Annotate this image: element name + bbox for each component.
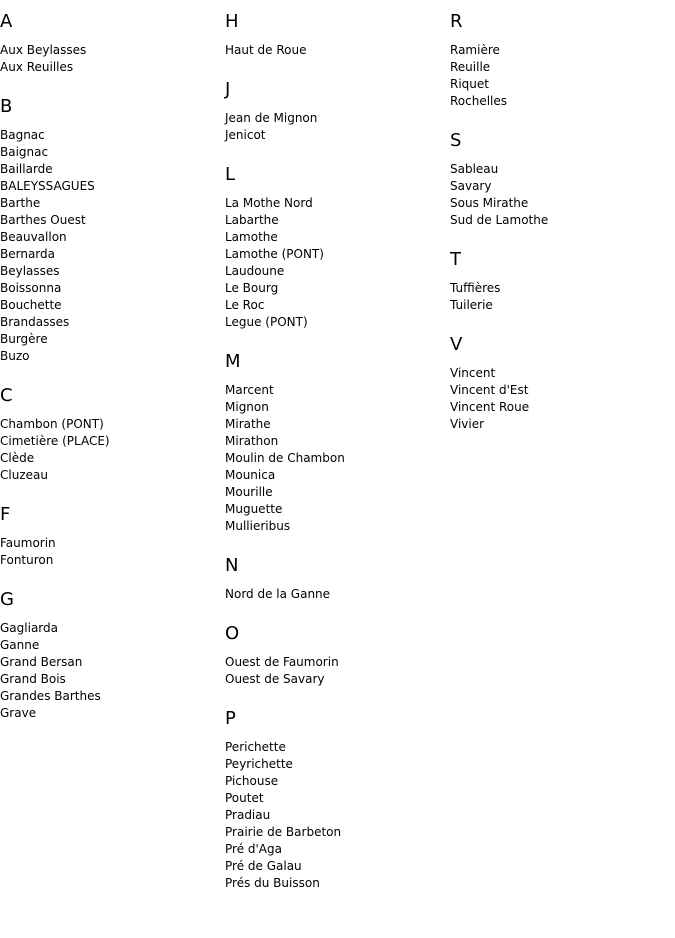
place-link[interactable]: Buzo	[0, 349, 30, 363]
letter-group	[450, 130, 675, 229]
place-link[interactable]: Mignon	[225, 400, 269, 414]
letter-group	[0, 504, 225, 569]
place-link[interactable]: Labarthe	[225, 213, 279, 227]
place-list	[0, 127, 225, 365]
place-link[interactable]: Cimetière (PLACE)	[0, 434, 110, 448]
index-column-1	[0, 0, 225, 722]
letter-group	[225, 708, 450, 892]
place-link[interactable]: Vincent d'Est	[450, 383, 529, 397]
place-list	[225, 586, 450, 603]
letter-heading: H	[225, 11, 239, 32]
place-link[interactable]: La Mothe Nord	[225, 196, 313, 210]
letter-heading: T	[450, 249, 461, 270]
place-link[interactable]: Vincent	[450, 366, 496, 380]
letter-heading: S	[450, 130, 462, 151]
place-link[interactable]: Legue (PONT)	[225, 315, 308, 329]
place-link[interactable]: Lamothe (PONT)	[225, 247, 324, 261]
place-link[interactable]: Reuille	[450, 60, 491, 74]
place-link[interactable]: Tuilerie	[450, 298, 493, 312]
place-link[interactable]: Barthe	[0, 196, 41, 210]
place-link[interactable]: Grand Bois	[0, 672, 66, 686]
place-link[interactable]: Baignac	[0, 145, 49, 159]
letter-heading: M	[225, 351, 241, 372]
place-list	[0, 42, 225, 76]
letter-heading: C	[0, 385, 13, 406]
letter-group	[225, 11, 450, 59]
letter-group	[0, 96, 225, 365]
place-link[interactable]: Fonturon	[0, 553, 54, 567]
place-link[interactable]: Baillarde	[0, 162, 53, 176]
place-link[interactable]: BALEYSSAGUES	[0, 179, 95, 193]
place-link[interactable]: Mounica	[225, 468, 276, 482]
place-link[interactable]: Vincent Roue	[450, 400, 530, 414]
place-link[interactable]: Jenicot	[225, 128, 266, 142]
letter-group	[225, 623, 450, 688]
letter-heading: A	[0, 11, 13, 32]
place-link[interactable]: Poutet	[225, 791, 264, 805]
place-link[interactable]: Ganne	[0, 638, 40, 652]
place-link[interactable]: Clède	[0, 451, 35, 465]
index-column-2	[225, 0, 450, 892]
place-list	[0, 620, 225, 722]
place-list	[225, 42, 450, 59]
place-link[interactable]: Beylasses	[0, 264, 60, 278]
place-link[interactable]: Pichouse	[225, 774, 279, 788]
place-link[interactable]: Muguette	[225, 502, 283, 516]
place-link[interactable]: Grandes Barthes	[0, 689, 101, 703]
letter-heading: V	[450, 334, 463, 355]
letter-group	[0, 11, 225, 76]
letter-group	[225, 164, 450, 331]
place-link[interactable]: Pré de Galau	[225, 859, 302, 873]
place-link[interactable]: Laudoune	[225, 264, 285, 278]
place-list	[225, 654, 450, 688]
place-list	[225, 382, 450, 535]
letter-heading: R	[450, 11, 463, 32]
place-link[interactable]: Burgère	[0, 332, 48, 346]
letter-group	[225, 79, 450, 144]
place-link[interactable]: Faumorin	[0, 536, 56, 550]
place-link[interactable]: Perichette	[225, 740, 286, 754]
place-link[interactable]: Lamothe	[225, 230, 278, 244]
place-link[interactable]: Chambon (PONT)	[0, 417, 104, 431]
place-list	[450, 280, 675, 314]
place-link[interactable]: Gagliarda	[0, 621, 58, 635]
place-link[interactable]: Grand Bersan	[0, 655, 83, 669]
letter-group	[225, 555, 450, 603]
place-link[interactable]: Pré d'Aga	[225, 842, 282, 856]
place-link[interactable]: Ouest de Savary	[225, 672, 325, 686]
place-link[interactable]: Moulin de Chambon	[225, 451, 345, 465]
letter-heading: F	[0, 504, 11, 525]
letter-heading: B	[0, 96, 13, 117]
place-list	[225, 739, 450, 892]
place-list	[225, 195, 450, 331]
place-link[interactable]: Aux Beylasses	[0, 43, 87, 57]
place-link[interactable]: Mourille	[225, 485, 273, 499]
place-link[interactable]: Cluzeau	[0, 468, 48, 482]
place-link[interactable]: Sous Mirathe	[450, 196, 529, 210]
letter-group	[450, 11, 675, 110]
place-link[interactable]: Rochelles	[450, 94, 508, 108]
letter-heading: P	[225, 708, 236, 729]
place-link[interactable]: Bernarda	[0, 247, 55, 261]
place-list	[450, 365, 675, 433]
place-link[interactable]: Aux Reuilles	[0, 60, 74, 74]
place-link[interactable]: Riquet	[450, 77, 489, 91]
place-link[interactable]: Marcent	[225, 383, 274, 397]
letter-heading: J	[225, 79, 231, 100]
place-list	[225, 110, 450, 144]
place-link[interactable]: Bagnac	[0, 128, 45, 142]
letter-group	[225, 351, 450, 535]
letter-heading: G	[0, 589, 14, 610]
place-link[interactable]: Mirathon	[225, 434, 279, 448]
place-link[interactable]: Barthes Ouest	[0, 213, 86, 227]
place-link[interactable]: Ouest de Faumorin	[225, 655, 339, 669]
place-link[interactable]: Boissonna	[0, 281, 62, 295]
place-link[interactable]: Bouchette	[0, 298, 62, 312]
index-column-3	[450, 0, 675, 433]
place-link[interactable]: Prairie de Barbeton	[225, 825, 342, 839]
place-link[interactable]: Haut de Roue	[225, 43, 307, 57]
letter-group	[0, 589, 225, 722]
letter-heading: L	[225, 164, 236, 185]
place-list	[0, 416, 225, 484]
place-link[interactable]: Savary	[450, 179, 492, 193]
place-link[interactable]: Vivier	[450, 417, 485, 431]
place-link[interactable]: Mullieribus	[225, 519, 291, 533]
place-link[interactable]: Tuffières	[450, 281, 501, 295]
letter-group	[0, 385, 225, 484]
place-link[interactable]: Sud de Lamothe	[450, 213, 549, 227]
place-link[interactable]: Le Roc	[225, 298, 265, 312]
place-link[interactable]: Peyrichette	[225, 757, 293, 771]
letter-heading: N	[225, 555, 239, 576]
place-link[interactable]: Prés du Buisson	[225, 876, 320, 890]
place-link[interactable]: Sableau	[450, 162, 499, 176]
place-link[interactable]: Pradiau	[225, 808, 271, 822]
letter-group	[450, 249, 675, 314]
letter-group	[450, 334, 675, 433]
place-list	[0, 535, 225, 569]
place-link[interactable]: Ramière	[450, 43, 500, 57]
place-link[interactable]: Le Bourg	[225, 281, 279, 295]
place-link[interactable]: Grave	[0, 706, 37, 720]
place-list	[450, 161, 675, 229]
letter-heading: O	[225, 623, 240, 644]
place-link[interactable]: Beauvallon	[0, 230, 67, 244]
place-link[interactable]: Jean de Mignon	[225, 111, 318, 125]
place-list	[450, 42, 675, 110]
place-link[interactable]: Brandasses	[0, 315, 70, 329]
place-link[interactable]: Nord de la Ganne	[225, 587, 331, 601]
place-link[interactable]: Mirathe	[225, 417, 271, 431]
